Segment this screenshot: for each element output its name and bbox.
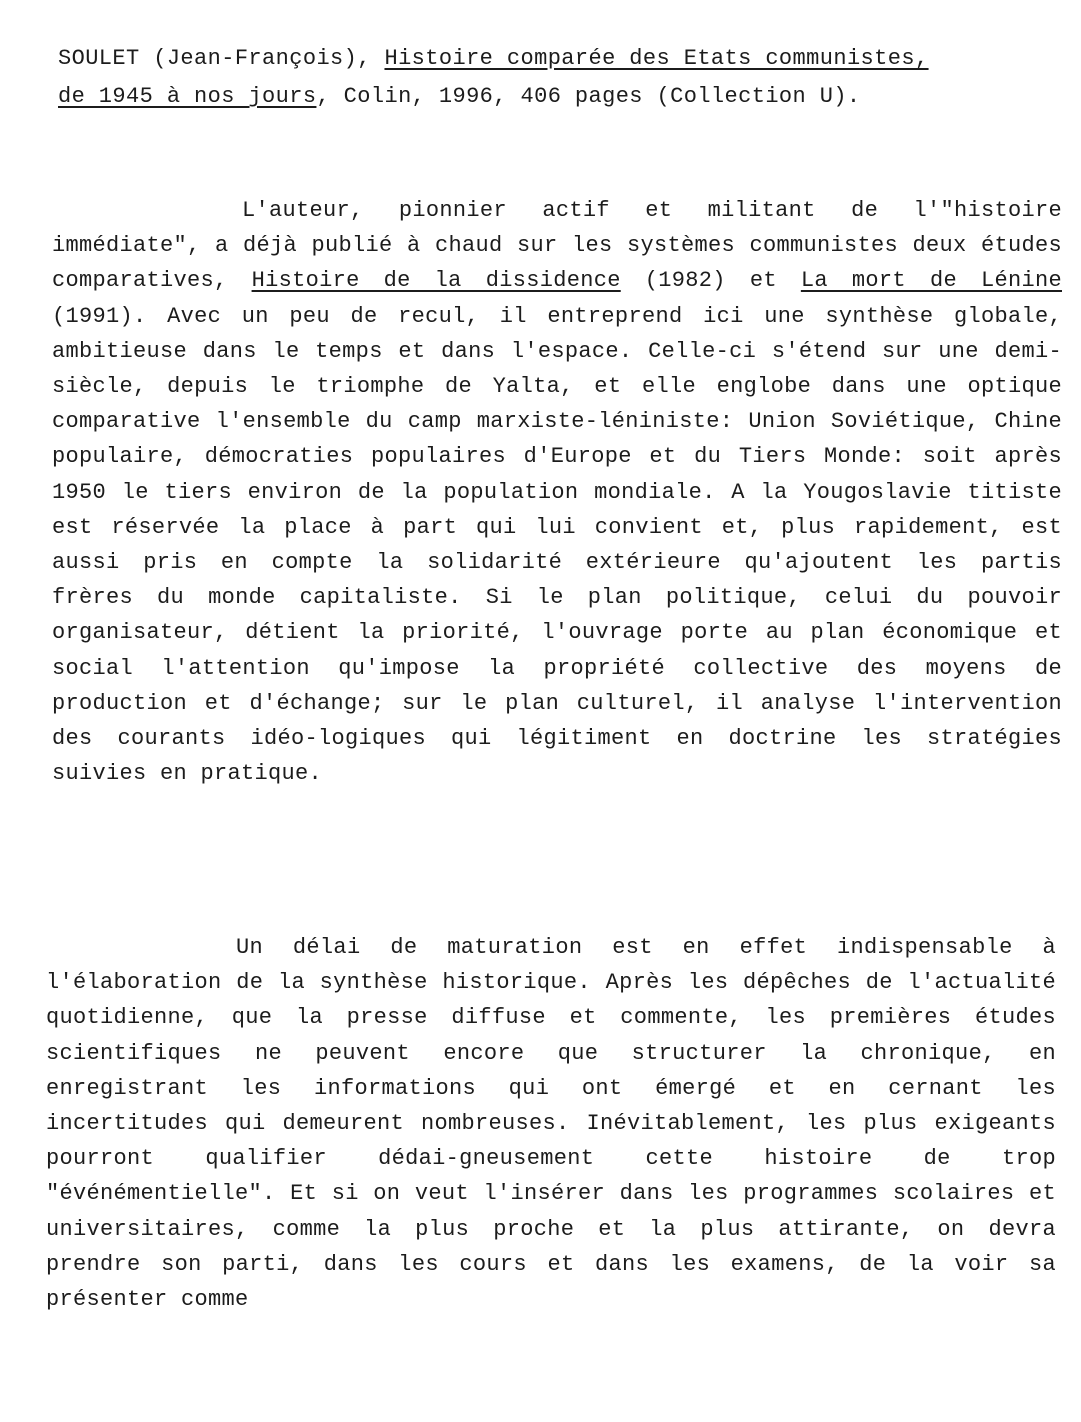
reference-author: SOULET (Jean-François), bbox=[58, 46, 371, 71]
reference-title-line1: Histoire comparée des Etats communistes, bbox=[384, 46, 929, 71]
paragraph-1 bbox=[52, 193, 1062, 791]
paragraph-1-text-b: (1982) et bbox=[620, 268, 801, 294]
bibliographic-reference bbox=[58, 40, 1063, 116]
reference-title-line2: de 1945 à nos jours bbox=[58, 84, 317, 109]
paragraph-1-text-c: (1991). Avec un peu de recul, il entreprend ici une synthèse globale, ambitieuse dans le temps et dans l'espace. Celle-ci s'étend sur une demi-siècle, depuis le triomphe de Yalta, et elle englobe dans une optique comparative l'ensemble du camp marxiste-léniniste: Union Soviétique, Chine populaire, démocraties populaires d'Europe et du Tiers Monde: soit après 1950 le tiers environ de la population mondiale. A la Yougoslavie titiste est réservée la place à part qui lui convient et, plus rapidement, est aussi pris en compte la solidarité extérieure qu'ajoutent les partis frères du monde capitaliste. Si le plan politique, celui du pouvoir organisateur, détient la priorité, l'ouvrage porte au plan économique et social l'attention qu'impose la propriété collective des moyens de production et d'échange; sur le plan culturel, il analyse l'intervention des courants idéo-logiques qui légitiment en doctrine les stratégies suivies en pratique. bbox=[52, 303, 1062, 787]
paragraph-1-text-a: L'auteur, pionnier actif et militant de l'"histoire immédiate", a déjà publié à chaud sur les systèmes communistes deux études comparatives, bbox=[52, 198, 1062, 294]
reference-details: , Colin, 1996, 406 pages (Collection U). bbox=[316, 84, 861, 109]
paragraph-2 bbox=[46, 930, 1056, 1317]
book-title-dissidence: Histoire de la dissidence bbox=[251, 268, 621, 294]
book-title-mort-de-lenine: La mort de Lénine bbox=[800, 268, 1062, 294]
paragraph-2-text: Un délai de maturation est en effet indispensable à l'élaboration de la synthèse historique. Après les dépêches de l'actualité quotidienne, que la presse diffuse et commente, les premières études scientifiques ne peuvent encore que structurer la chronique, en enregistrant les informations qui ont émergé et en cernant les incertitudes qui demeurent nombreuses. Inévitablement, les plus exigeants pourront qualifier dédai-gneusement cette histoire de trop "événémentielle". Et si on veut l'insérer dans les programmes scolaires et universitaires, comme la plus proche et la plus attirante, on devra prendre son parti, dans les cours et dans les examens, de la voir sa présenter comme bbox=[46, 935, 1056, 1313]
